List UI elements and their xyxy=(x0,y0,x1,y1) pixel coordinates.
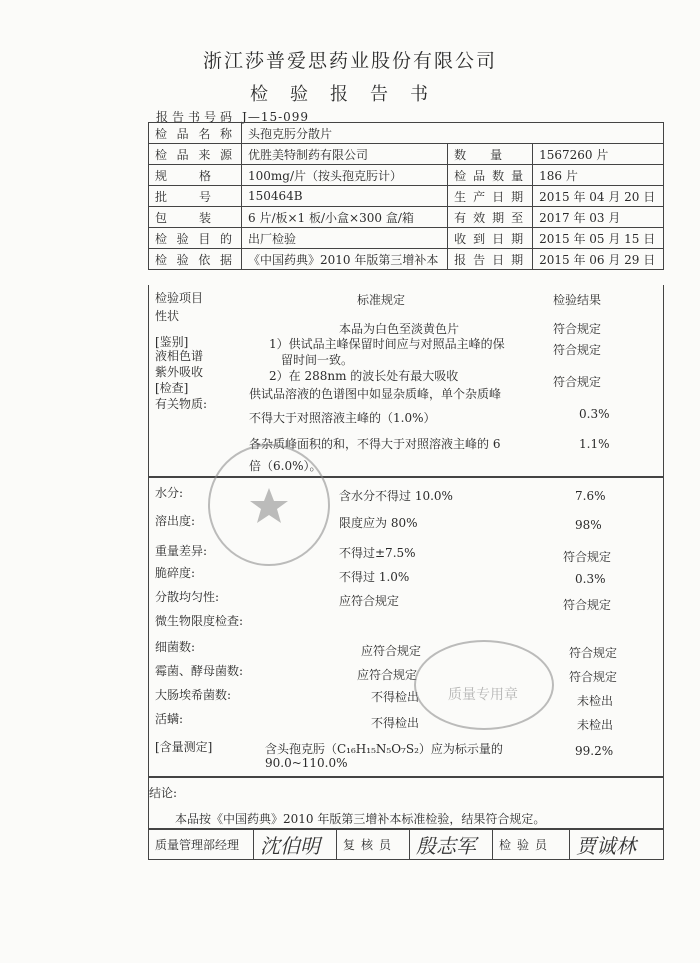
friability-result: 0.3% xyxy=(575,572,606,586)
table-row xyxy=(149,830,664,860)
basis-value: 《中国药典》2010 年版第三增补本 xyxy=(242,249,448,270)
info-table xyxy=(148,122,664,270)
related-standard-3: 各杂质峰面积的和，不得大于对照溶液主峰的 6 xyxy=(249,437,501,451)
mites-standard: 不得检出 xyxy=(371,716,420,730)
table-row xyxy=(149,186,664,207)
related-standard-1: 供试品溶液的色谱图中如显杂质峰，单个杂质峰 xyxy=(249,387,502,401)
product-name-label: 检品名称 xyxy=(149,123,242,144)
quality-seal-text: 质量专用章 xyxy=(448,687,518,703)
bacteria-label: 细菌数: xyxy=(155,640,196,654)
mold-yeast-label: 霉菌、酵母菌数: xyxy=(155,664,244,678)
water-result: 7.6% xyxy=(575,489,606,503)
related-result-1: 0.3% xyxy=(579,407,610,421)
table-row xyxy=(149,228,664,249)
assay-standard-2: 90.0~110.0% xyxy=(265,756,348,770)
basis-label: 检验依据 xyxy=(149,249,242,270)
col-standard-header: 标准规定 xyxy=(357,293,406,307)
seal-star-icon xyxy=(210,446,328,564)
package-label: 包装 xyxy=(149,207,242,228)
package-value: 6 片/板×1 板/小盒×300 盒/箱 xyxy=(242,207,448,228)
inspector-label: 检验员 xyxy=(493,830,570,860)
hplc-result: 符合规定 xyxy=(553,343,602,357)
col-item-header: 检验项目 xyxy=(155,291,204,305)
manager-signature xyxy=(254,830,337,860)
received-value: 2015 年 05 月 15 日 xyxy=(533,228,664,249)
hplc-standard-1: 1）供试品主峰保留时间应与对照品主峰的保 xyxy=(269,337,505,351)
uv-label: 紫外吸收 xyxy=(155,365,204,379)
reviewer-signature-text: 殷志军 xyxy=(416,834,476,858)
check-label: [检查] xyxy=(155,381,189,395)
hplc-label: 液相色谱 xyxy=(155,349,204,363)
weight-variation-standard: 不得过±7.5% xyxy=(339,546,416,560)
sample-qty-label: 检品数量 xyxy=(448,165,533,186)
dissolution-standard: 限度应为 80% xyxy=(339,516,418,530)
appearance-label: 性状 xyxy=(155,309,180,323)
dissolution-result: 98% xyxy=(575,518,602,532)
quantity-label: 数量 xyxy=(448,144,533,165)
identification-label: [鉴别] xyxy=(155,335,189,349)
inspector-signature xyxy=(570,830,664,860)
expiry-label: 有效期至 xyxy=(448,207,533,228)
microbial-limit-label: 微生物限度检查: xyxy=(155,614,244,628)
source-label: 检品来源 xyxy=(149,144,242,165)
purpose-label: 检验目的 xyxy=(149,228,242,249)
conclusion-text: 本品按《中国药典》2010 年版第三增补本标准检验，结果符合规定。 xyxy=(175,812,546,826)
bacteria-result: 符合规定 xyxy=(569,646,618,660)
related-standard-2: 不得大于对照溶液主峰的（1.0%） xyxy=(249,411,436,425)
ecoli-standard: 不得检出 xyxy=(371,690,420,704)
signature-table xyxy=(148,829,664,860)
reviewer-label: 复核员 xyxy=(337,830,410,860)
assay-standard-1: 含头孢克肟（C₁₆H₁₅N₅O₇S₂）应为标示量的 xyxy=(265,742,503,756)
mites-result: 未检出 xyxy=(577,718,614,732)
table-row xyxy=(149,207,664,228)
mold-yeast-result: 符合规定 xyxy=(569,670,618,684)
batch-label: 批号 xyxy=(149,186,242,207)
uniformity-label: 分散均匀性: xyxy=(155,590,220,604)
conclusion-section xyxy=(148,777,664,829)
table-row xyxy=(149,249,664,270)
conclusion-label: 结论: xyxy=(149,786,178,800)
assay-result: 99.2% xyxy=(575,744,614,758)
report-number-value: J—15-099 xyxy=(242,110,310,124)
source-value: 优胜美特制药有限公司 xyxy=(242,144,448,165)
mfg-date-label: 生产日期 xyxy=(448,186,533,207)
quantity-value: 1567260 片 xyxy=(533,144,664,165)
inspector-signature-text: 贾诚林 xyxy=(576,834,636,858)
bacteria-standard: 应符合规定 xyxy=(361,644,422,658)
appearance-standard: 本品为白色至淡黄色片 xyxy=(339,322,460,336)
company-name: 浙江莎普爱思药业股份有限公司 xyxy=(202,50,497,72)
table-row xyxy=(149,165,664,186)
sample-qty-value: 186 片 xyxy=(533,165,664,186)
reviewer-signature xyxy=(410,830,493,860)
report-date-label: 报告日期 xyxy=(448,249,533,270)
weight-variation-label: 重量差异: xyxy=(155,544,208,558)
dissolution-label: 溶出度: xyxy=(155,514,196,528)
uniformity-result: 符合规定 xyxy=(563,598,612,612)
spec-label: 规格 xyxy=(149,165,242,186)
purpose-value: 出厂检验 xyxy=(242,228,448,249)
received-label: 收到日期 xyxy=(448,228,533,249)
table-row xyxy=(149,123,664,144)
mfg-date-value: 2015 年 04 月 20 日 xyxy=(533,186,664,207)
quality-seal-right xyxy=(414,640,554,730)
related-result-2: 1.1% xyxy=(579,437,610,451)
manager-label: 质量管理部经理 xyxy=(149,830,254,860)
water-label: 水分: xyxy=(155,486,184,500)
col-result-header: 检验结果 xyxy=(553,293,602,307)
uv-result: 符合规定 xyxy=(553,375,602,389)
uv-standard: 2）在 288nm 的波长处有最大吸收 xyxy=(269,369,459,383)
assay-label: [含量测定] xyxy=(155,740,213,754)
friability-label: 脆碎度: xyxy=(155,566,196,580)
water-standard: 含水分不得过 10.0% xyxy=(339,489,453,503)
uniformity-standard: 应符合规定 xyxy=(339,594,400,608)
related-substances-label: 有关物质: xyxy=(155,397,208,411)
product-name-value: 头孢克肟分散片 xyxy=(242,123,664,144)
table-row xyxy=(149,144,664,165)
report-date-value: 2015 年 06 月 29 日 xyxy=(533,249,664,270)
friability-standard: 不得过 1.0% xyxy=(339,570,410,584)
spec-value: 100mg/片（按头孢克肟计） xyxy=(242,165,448,186)
report-number-label: 报告书号码 xyxy=(156,110,237,124)
hplc-standard-2: 留时间一致。 xyxy=(281,353,354,367)
ecoli-result: 未检出 xyxy=(577,694,614,708)
mites-label: 活螨: xyxy=(155,712,184,726)
related-standard-4: 倍（6.0%）。 xyxy=(249,459,322,473)
official-seal-left xyxy=(208,444,330,566)
ecoli-label: 大肠埃希菌数: xyxy=(155,688,232,702)
batch-value: 150464B xyxy=(242,186,448,207)
manager-signature-text: 沈伯明 xyxy=(260,834,320,858)
weight-variation-result: 符合规定 xyxy=(563,550,612,564)
mold-yeast-standard: 应符合规定 xyxy=(357,668,418,682)
expiry-value: 2017 年 03 月 xyxy=(533,207,664,228)
document-title: 检验报告书 xyxy=(250,84,450,105)
appearance-result: 符合规定 xyxy=(553,322,602,336)
